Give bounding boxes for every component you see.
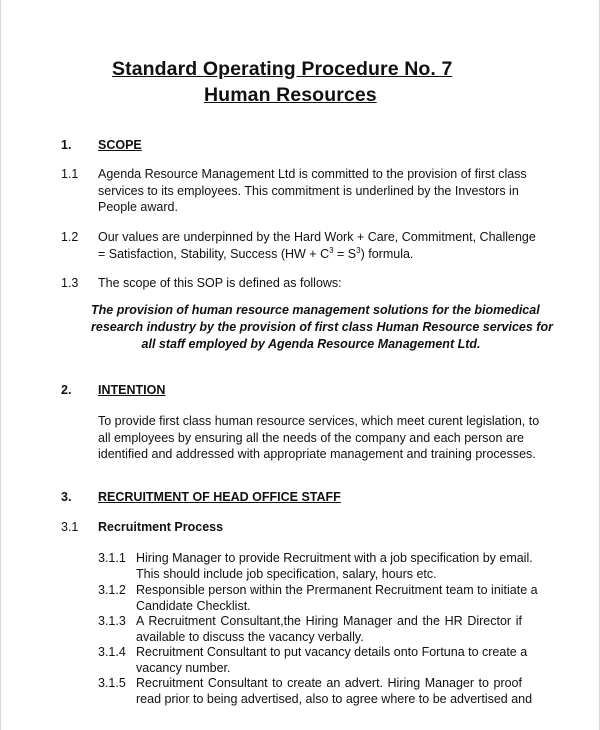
quote-line: research industry by the provision of first class Human Resource services for	[91, 320, 553, 334]
subsection-heading: Recruitment Process	[98, 520, 224, 534]
paragraph-intention	[98, 413, 539, 463]
superscript: 3	[356, 245, 361, 255]
page-title: Standard Operating Procedure No. 7	[112, 58, 453, 80]
scope-statement	[91, 302, 553, 353]
superscript: 3	[329, 245, 334, 255]
step-3-1-1	[136, 550, 533, 582]
text-line: all employees by ensuring all the needs of the company and each person are	[98, 430, 524, 445]
page-subtitle: Human Resources	[204, 84, 377, 106]
item-number: 1.2	[61, 230, 79, 244]
paragraph-1-1	[98, 166, 527, 216]
text-line: This should include job specification, salary, hours etc.	[136, 567, 437, 581]
step-3-1-4	[136, 644, 528, 676]
text-line: services to its employees. This commitment is underlined by the Investors in	[98, 183, 519, 198]
paragraph-1-2	[98, 229, 536, 262]
quote-line: all staff employed by Agenda Resource Management Ltd.	[141, 337, 481, 351]
paragraph-1-3	[98, 275, 342, 292]
section-number: 2.	[61, 383, 72, 397]
step-number: 3.1.4	[98, 645, 126, 659]
text-line: To provide first class human resource services, which meet curent legislation, to	[98, 414, 540, 428]
step-3-1-2	[136, 582, 538, 614]
text-line: Recruitment Consultant to create an advert. Hiring Manager to proof	[136, 676, 522, 690]
step-number: 3.1.3	[98, 614, 126, 628]
section-heading-scope: SCOPE	[98, 138, 142, 152]
quote-line: The provision of human resource management solutions for the biomedical	[91, 303, 540, 317]
section-heading-intention: INTENTION	[98, 383, 166, 397]
formula-text: ) formula.	[360, 246, 414, 261]
text-line: People award.	[98, 200, 178, 214]
text-line: identified and addressed with appropriate management and training processes.	[98, 447, 536, 461]
step-number: 3.1.1	[98, 551, 126, 565]
text-line: The scope of this SOP is defined as follows:	[98, 276, 342, 290]
text-line: Candidate Checklist.	[136, 599, 251, 613]
text-line: Our values are underpinned by the Hard Work + Care, Commitment, Challenge	[98, 230, 536, 244]
text-line: Responsible person within the Prermanent Recruitment team to initiate a	[136, 583, 538, 597]
item-number: 1.1	[61, 167, 79, 181]
text-line: available to discuss the vacancy verbally.	[136, 630, 364, 644]
step-3-1-3	[136, 613, 522, 645]
section-number: 3.	[61, 490, 72, 504]
subsection-number: 3.1	[61, 520, 79, 534]
item-number: 1.3	[61, 276, 79, 290]
text-line: read prior to being advertised, also to agree where to be advertised and	[136, 692, 533, 706]
section-number: 1.	[61, 138, 72, 152]
text-line: vacancy number.	[136, 661, 231, 675]
step-number: 3.1.2	[98, 583, 126, 597]
text-line: Agenda Resource Management Ltd is committed to the provision of first class	[98, 167, 527, 181]
step-number: 3.1.5	[98, 676, 126, 690]
text-line: A Recruitment Consultant,the Hiring Manager and the HR Director if	[136, 614, 522, 628]
step-3-1-5	[136, 675, 533, 707]
formula-line	[98, 246, 536, 263]
formula-text: = Satisfaction, Stability, Success (HW + C	[98, 246, 330, 261]
text-line: Recruitment Consultant to put vacancy details onto Fortuna to create a	[136, 645, 528, 659]
text-line: Hiring Manager to provide Recruitment with a job specification by email.	[136, 551, 533, 565]
section-heading-recruitment: RECRUITMENT OF HEAD OFFICE STAFF	[98, 490, 341, 504]
formula-text: = S	[333, 246, 357, 261]
